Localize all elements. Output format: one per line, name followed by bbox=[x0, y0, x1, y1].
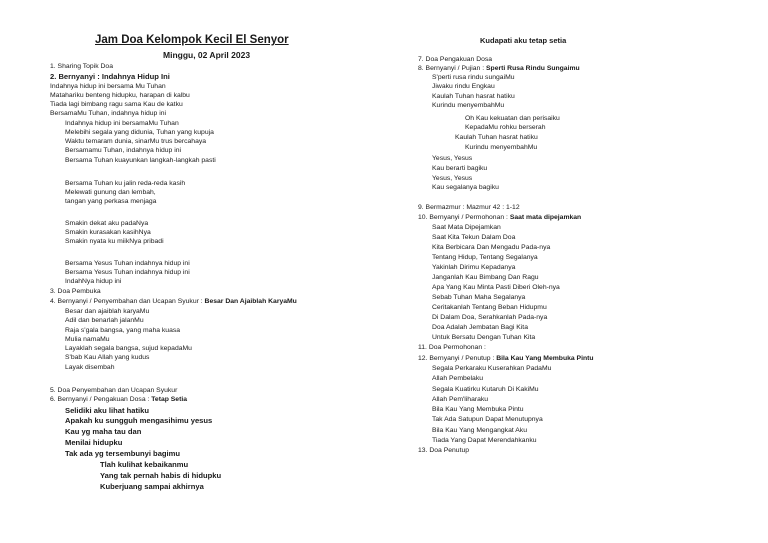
text-line bbox=[432, 102, 504, 110]
line-text: Besar dan ajaiblah karyaMu bbox=[65, 308, 150, 315]
line-text: Indahnya hidup ini bersamaMu Tuhan bbox=[65, 120, 179, 127]
text-line bbox=[432, 386, 539, 394]
line-text: Sebab Tuhan Maha Segalanya bbox=[432, 294, 526, 301]
text-line bbox=[65, 438, 122, 447]
document-title: Jam Doa Kelompok Kecil El Senyor bbox=[95, 34, 289, 46]
text-line bbox=[432, 416, 543, 424]
line-text: Apakah ku sungguh mengasihimu yesus bbox=[65, 416, 213, 425]
line-text: Ceritakanlah Tentang Beban Hidupmu bbox=[432, 304, 547, 311]
text-line bbox=[418, 204, 520, 212]
line-text: Segala Perkaraku Kuserahkan PadaMu bbox=[432, 365, 552, 372]
line-text: KepadaMu rohku berserah bbox=[465, 124, 546, 131]
line-text: Yesus, Yesus bbox=[432, 155, 473, 162]
line-text: 1. Sharing Topik Doa bbox=[50, 63, 113, 70]
line-text: Di Dalam Doa, Serahkanlah Pada-nya bbox=[432, 314, 548, 321]
text-line bbox=[418, 355, 594, 363]
text-line bbox=[432, 294, 525, 302]
text-line bbox=[50, 288, 101, 296]
text-line bbox=[432, 324, 528, 332]
line-text: Matahariku benteng hidupku, harapan di kalbu bbox=[50, 92, 190, 99]
line-text: Yakinlah Dirimu Kepadanya bbox=[432, 264, 516, 271]
line-text: Melebihi segala yang didunia, Tuhan yang kupuja bbox=[65, 129, 214, 136]
line-text: Bila Kau Yang Membuka Pintu bbox=[432, 406, 524, 413]
text-line bbox=[65, 198, 156, 206]
text-line bbox=[65, 157, 216, 165]
line-text: Bersama Yesus Tuhan indahnya hidup ini bbox=[65, 269, 190, 276]
text-line bbox=[432, 427, 527, 435]
text-line bbox=[65, 327, 180, 335]
line-text: 10. Bernyanyi / Permohonan : bbox=[418, 214, 510, 221]
text-line bbox=[432, 165, 487, 173]
text-line bbox=[432, 375, 483, 383]
line-text: Kuberjuang sampai akhirnya bbox=[100, 482, 204, 491]
line-text: Oh Kau kekuatan dan perisaiku bbox=[465, 115, 560, 122]
line-text: Bersama Tuhan kuayunkan langkah-langkah pasti bbox=[65, 157, 216, 164]
text-line bbox=[455, 134, 538, 142]
line-text: 8. Bernyanyi / Pujian : bbox=[418, 65, 487, 72]
line-text: Tentang Hidup, Tentang Segalanya bbox=[432, 254, 538, 261]
line-text: Layak disembah bbox=[65, 364, 115, 371]
text-line bbox=[100, 471, 221, 480]
text-line bbox=[65, 129, 214, 137]
line-text: Allah Pem'liharaku bbox=[432, 396, 489, 403]
text-line bbox=[432, 254, 538, 262]
line-text: Menilai hidupku bbox=[65, 438, 123, 447]
line-text: Smakin dekat aku padaNya bbox=[65, 220, 149, 227]
text-line bbox=[65, 138, 206, 146]
line-text: Indahnya hidup ini bersama Mu Tuhan bbox=[50, 83, 166, 90]
text-line bbox=[432, 224, 501, 232]
text-line bbox=[465, 124, 545, 132]
line-text: Kau segalanya bagiku bbox=[432, 184, 499, 191]
song-title: Besar Dan Ajaiblah KaryaMu bbox=[204, 298, 297, 305]
text-line bbox=[65, 238, 164, 246]
text-line bbox=[418, 65, 580, 73]
line-text: Layaklah segala bangsa, sujud kepadaMu bbox=[65, 345, 192, 352]
line-text: Bersamamu Tuhan, indahnya hidup ini bbox=[65, 147, 181, 154]
line-text: Doa Adalah Jembatan Bagi Kita bbox=[432, 324, 528, 331]
line-text: Mulia namaMu bbox=[65, 336, 110, 343]
line-text: Tiada Yang Dapat Merendahkanku bbox=[432, 437, 537, 444]
text-line bbox=[465, 115, 560, 123]
line-text: Allah Pembelaku bbox=[432, 375, 484, 382]
line-text: Janganlah Kau Bimbang Dan Ragu bbox=[432, 274, 539, 281]
text-line bbox=[50, 83, 166, 91]
line-text: Kita Berbicara Dan Mengadu Pada-nya bbox=[432, 244, 551, 251]
line-text: Raja s'gala bangsa, yang maha kuasa bbox=[65, 327, 181, 334]
text-line bbox=[100, 460, 188, 469]
line-text: Tak Ada Satupun Dapat Menutupnya bbox=[432, 416, 543, 423]
line-text: Smakin nyata ku miikNya pribadi bbox=[65, 238, 164, 245]
text-line bbox=[50, 101, 183, 109]
text-line bbox=[432, 314, 547, 322]
line-text: 5. Doa Penyembahan dan Ucapan Syukur bbox=[50, 387, 178, 394]
line-text: Jiwaku rindu Engkau bbox=[432, 83, 495, 90]
song-title: Saat mata dipejamkan bbox=[509, 214, 582, 221]
text-line bbox=[65, 406, 149, 415]
text-line bbox=[65, 229, 151, 237]
line-text: Kau yg maha tau dan bbox=[65, 427, 142, 436]
line-text: 13. Doa Penutup bbox=[418, 447, 470, 454]
text-line bbox=[432, 74, 515, 82]
line-text: Tak ada yg tersembunyi bagimu bbox=[65, 449, 181, 458]
text-line bbox=[50, 396, 187, 404]
line-text: 9. Bermazmur : Mazmur 42 : 1-12 bbox=[418, 204, 520, 211]
song-title: Bila Kau Yang Membuka Pintu bbox=[496, 355, 594, 362]
line-text: Bersama Yesus Tuhan indahnya hidup ini bbox=[65, 260, 190, 267]
text-line bbox=[65, 260, 190, 268]
text-line bbox=[65, 278, 121, 286]
line-text: 3. Doa Pembuka bbox=[50, 288, 101, 295]
text-line bbox=[432, 184, 499, 192]
text-line bbox=[65, 354, 149, 362]
line-text: BersamaMu Tuhan, indahnya hidup ini bbox=[50, 110, 166, 117]
song-title: Sperti Rusa Rindu Sungaimu bbox=[486, 65, 580, 72]
text-line bbox=[65, 220, 148, 228]
text-line bbox=[65, 147, 181, 155]
line-text: Saat Kita Tekun Dalam Doa bbox=[432, 234, 516, 241]
text-line bbox=[418, 447, 469, 455]
text-line bbox=[50, 92, 190, 100]
text-line bbox=[65, 189, 156, 197]
line-text: Tiada lagi bimbang ragu sama Kau de katku bbox=[50, 101, 183, 108]
text-line bbox=[465, 144, 537, 152]
right-subtitle: Kudapati aku tetap setia bbox=[480, 36, 567, 45]
line-text: S'bab Kau Allah yang kudus bbox=[65, 354, 150, 361]
line-text: Kaulah Tuhan hasrat hatiku bbox=[455, 134, 538, 141]
text-line bbox=[65, 427, 141, 436]
line-text: 7. Doa Pengakuan Dosa bbox=[418, 56, 493, 63]
text-line bbox=[65, 120, 179, 128]
line-text: tangan yang perkasa menjaga bbox=[65, 198, 157, 205]
line-text: 12. Bernyanyi / Penutup : bbox=[418, 355, 497, 362]
line-text: Saat Mata Dipejamkan bbox=[432, 224, 501, 231]
line-text: Adil dan benarlah jalanMu bbox=[65, 317, 144, 324]
line-text: Segala Kuatirku Kutaruh Di KakiMu bbox=[432, 386, 539, 393]
document-date: Minggu, 02 April 2023 bbox=[163, 50, 251, 60]
text-line bbox=[418, 56, 492, 64]
text-line bbox=[50, 387, 177, 395]
line-text: Yesus, Yesus bbox=[432, 175, 473, 182]
text-line bbox=[432, 155, 472, 163]
text-line bbox=[65, 345, 192, 353]
text-line bbox=[65, 449, 180, 458]
text-line bbox=[432, 406, 524, 414]
line-text: Bersama Tuhan ku jalin reda-reda kasih bbox=[65, 180, 186, 187]
line-text: Selidiki aku lihat hatiku bbox=[65, 406, 149, 415]
text-line bbox=[432, 244, 550, 252]
text-line bbox=[65, 336, 110, 344]
text-line bbox=[432, 274, 539, 282]
text-line bbox=[432, 284, 560, 292]
text-line bbox=[432, 304, 547, 312]
text-line bbox=[432, 437, 537, 445]
text-line bbox=[65, 416, 212, 425]
line-text: Tlah kulihat kebaikanmu bbox=[100, 460, 189, 469]
line-text: 2. Bernyanyi : Indahnya Hidup Ini bbox=[50, 72, 170, 81]
text-line bbox=[432, 396, 488, 404]
line-text: Kurindu menyembahMu bbox=[465, 144, 538, 151]
line-text: Kurindu menyembahMu bbox=[432, 102, 505, 109]
line-text: 4. Bernyanyi / Penyembahan dan Ucapan Syukur : bbox=[50, 298, 205, 305]
line-text: S'perti rusa rindu sungaiMu bbox=[432, 74, 515, 81]
text-line bbox=[50, 110, 166, 118]
line-text: Yang tak pernah habis di hidupku bbox=[100, 471, 222, 480]
line-text: Smakin kurasakan kasihNya bbox=[65, 229, 151, 236]
line-text: Kaulah Tuhan hasrat hatiku bbox=[432, 93, 515, 100]
text-line bbox=[65, 180, 185, 188]
line-text: IndahNya hidup ini bbox=[65, 278, 122, 285]
line-text: Untuk Bersatu Dengan Tuhan Kita bbox=[432, 334, 536, 341]
line-text: Bila Kau Yang Mengangkat Aku bbox=[432, 427, 527, 434]
text-line bbox=[50, 298, 297, 306]
text-line bbox=[50, 72, 170, 81]
text-line bbox=[65, 364, 115, 372]
line-text: 6. Bernyanyi / Pengakuan Dosa : bbox=[50, 396, 152, 403]
text-line bbox=[432, 175, 472, 183]
text-line bbox=[65, 308, 149, 316]
text-line bbox=[65, 269, 190, 277]
text-line bbox=[50, 63, 113, 71]
line-text: Melewati gunung dan lembah, bbox=[65, 189, 156, 196]
text-line bbox=[432, 264, 515, 272]
song-title: Tetap Setia bbox=[151, 396, 188, 403]
text-line bbox=[432, 83, 495, 91]
text-line bbox=[65, 317, 144, 325]
line-text: Waktu temaram dunia, sinarMu trus bercahaya bbox=[65, 138, 207, 145]
line-text: Apa Yang Kau Minta Pasti Diberi Oleh-nya bbox=[432, 284, 560, 291]
line-text: 11. Doa Permohonan : bbox=[418, 344, 486, 351]
text-line bbox=[432, 234, 515, 242]
text-line bbox=[418, 344, 486, 352]
line-text: Kau berarti bagiku bbox=[432, 165, 488, 172]
text-line bbox=[432, 334, 535, 342]
text-line bbox=[432, 365, 551, 373]
text-line bbox=[432, 93, 515, 101]
text-line bbox=[100, 482, 204, 491]
text-line bbox=[418, 214, 581, 222]
